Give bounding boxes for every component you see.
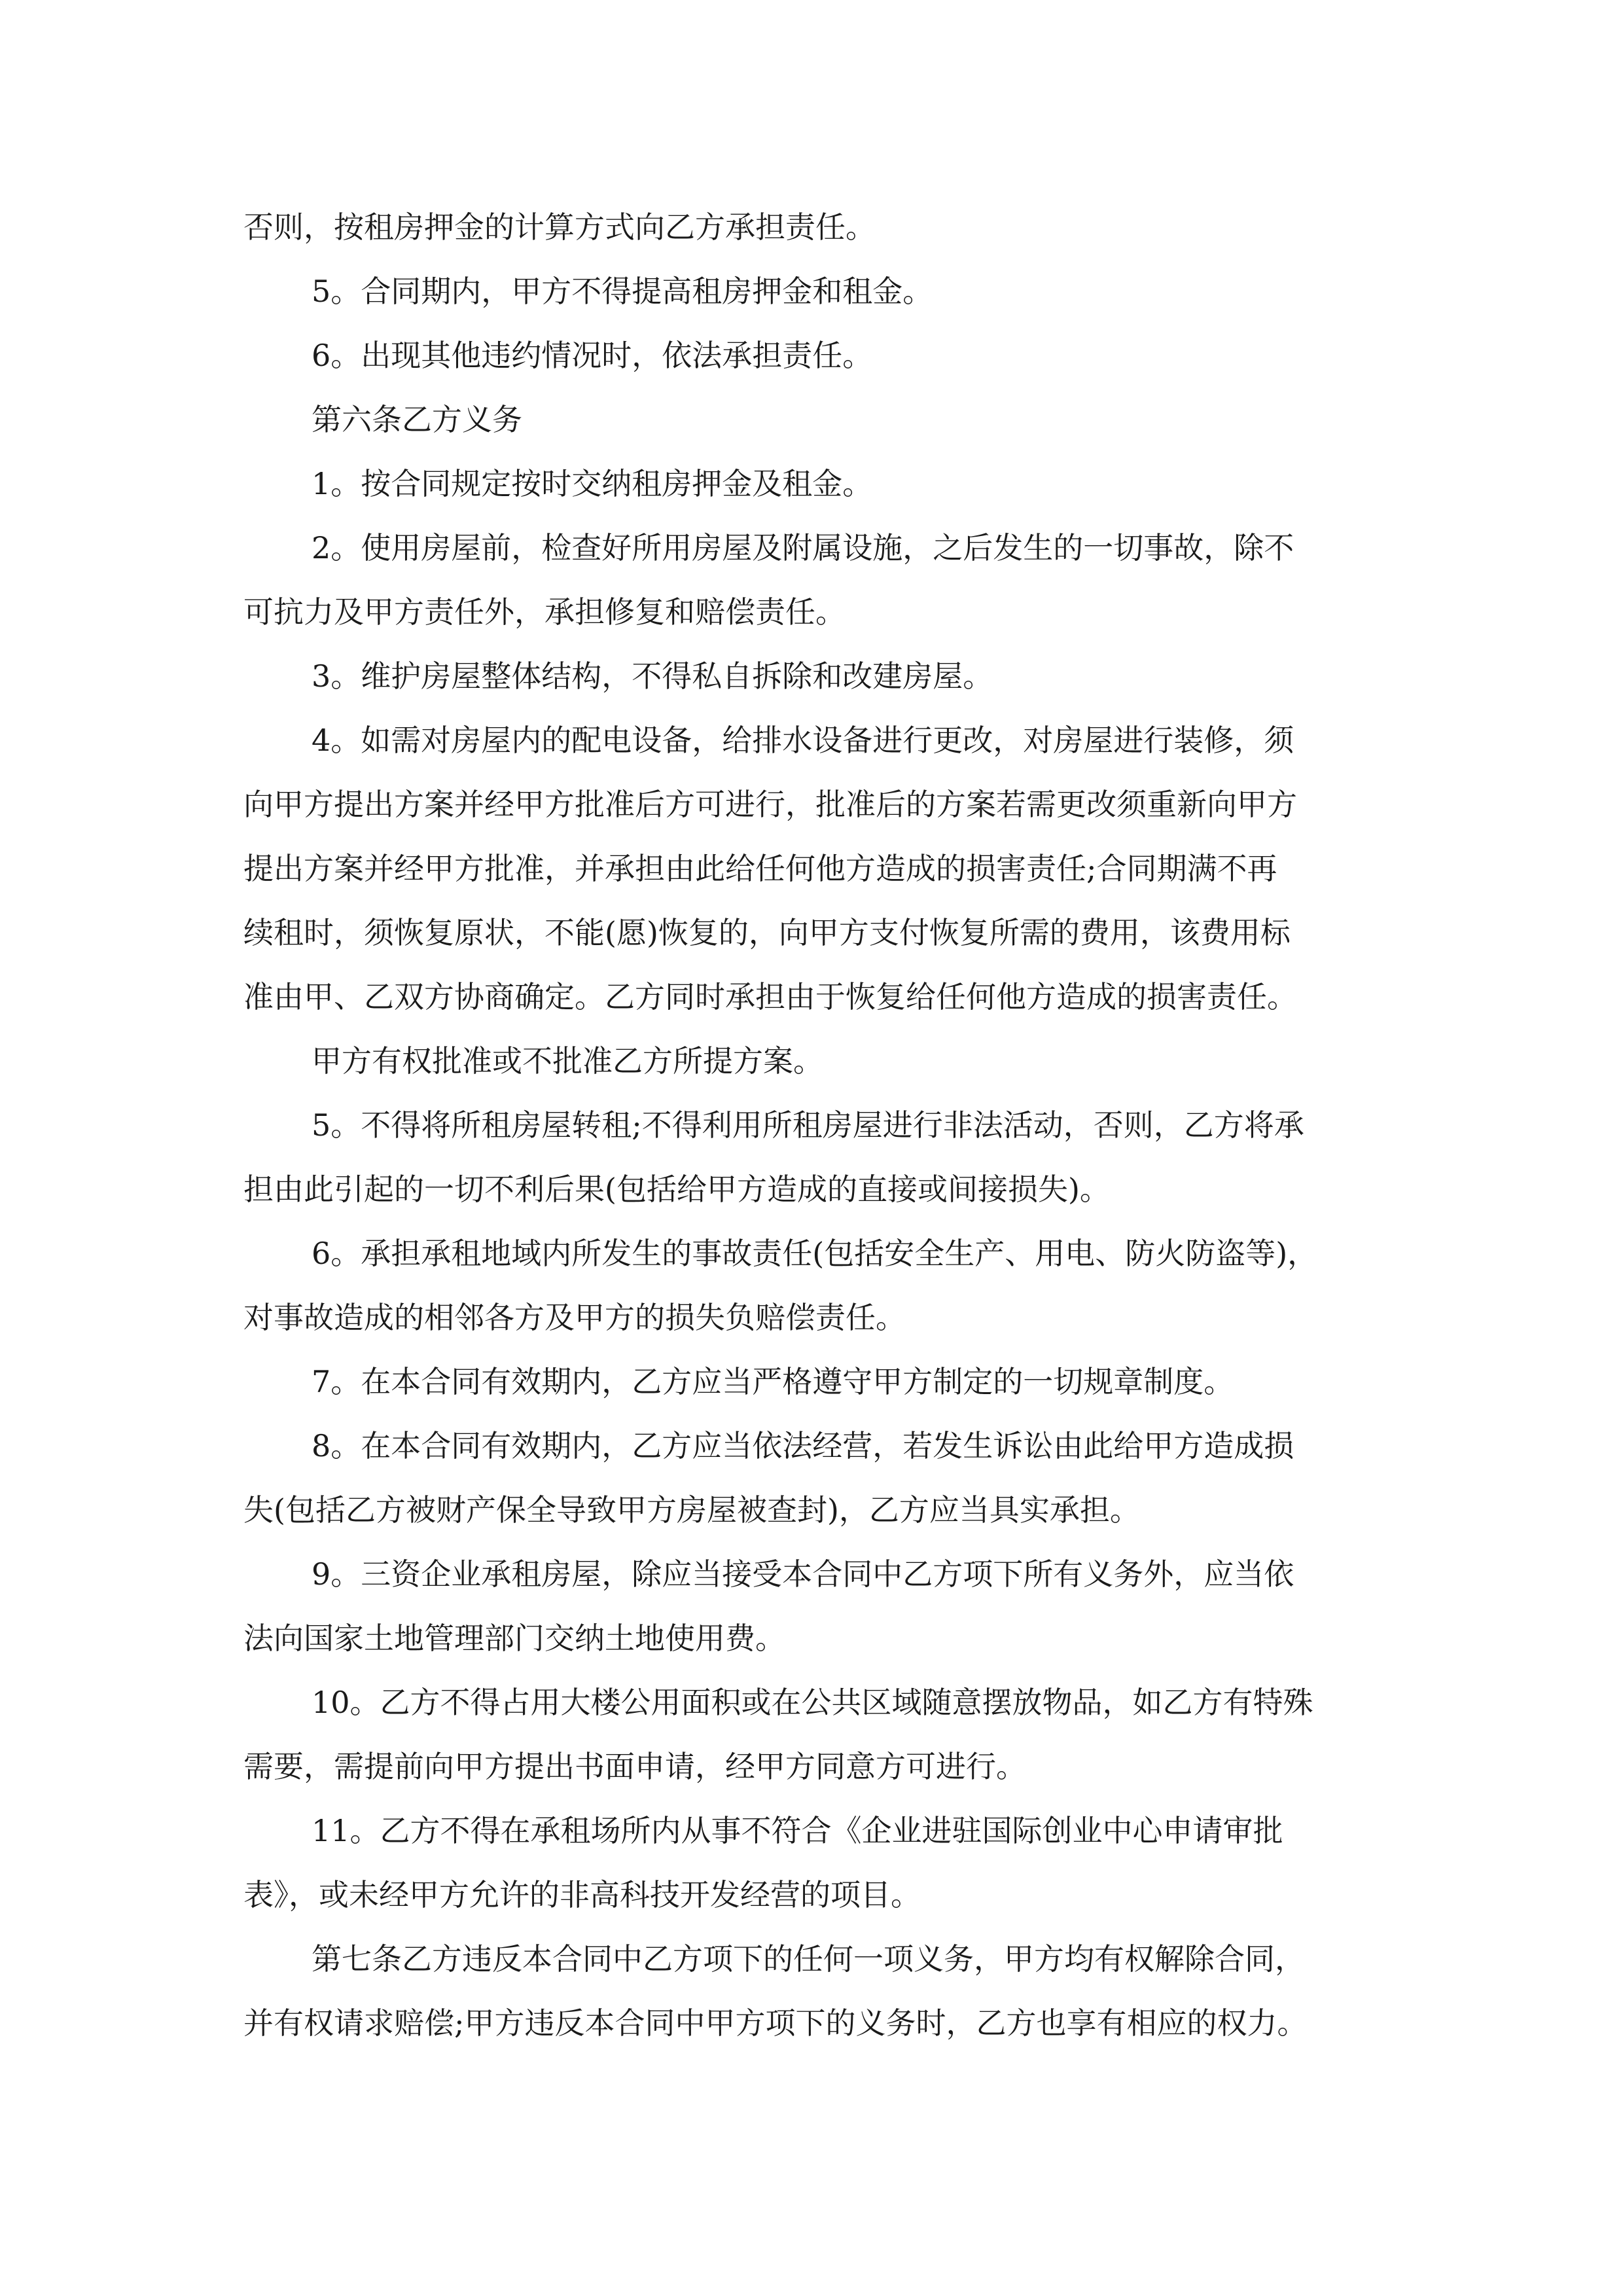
text-line: 并有权请求赔偿;甲方违反本合同中甲方项下的义务时，乙方也享有相应的权力。 bbox=[243, 2005, 1308, 2041]
text-line: 可抗力及甲方责任外，承担修复和赔偿责任。 bbox=[243, 594, 846, 630]
text-line: 失(包括乙方被财产保全导致甲方房屋被查封)，乙方应当具实承担。 bbox=[243, 1492, 1140, 1528]
document-body bbox=[243, 195, 1402, 2055]
clause-line: 2。使用房屋前，检查好所用房屋及附属设施，之后发生的一切事故，除不 bbox=[312, 530, 1294, 565]
text-line: 否则，按租房押金的计算方式向乙方承担责任。 bbox=[243, 209, 876, 245]
clause-line: 甲方有权批准或不批准乙方所提方案。 bbox=[312, 1043, 823, 1079]
clause-line: 3。维护房屋整体结构，不得私自拆除和改建房屋。 bbox=[312, 658, 993, 694]
text-line: 表》，或未经甲方允许的非高科技开发经营的项目。 bbox=[243, 1877, 921, 1912]
clause-line: 7。在本合同有效期内，乙方应当严格遵守甲方制定的一切规章制度。 bbox=[312, 1364, 1234, 1399]
text-line: 准由甲、乙双方协商确定。乙方同时承担由于恢复给任何他方造成的损害责任。 bbox=[243, 979, 1297, 1014]
text-line: 向甲方提出方案并经甲方批准后方可进行，批准后的方案若需更改须重新向甲方 bbox=[243, 787, 1297, 822]
clause-line: 6。承担承租地域内所发生的事故责任(包括安全生产、用电、防火防盗等)， bbox=[312, 1236, 1318, 1271]
text-line: 需要，需提前向甲方提出书面申请，经甲方同意方可进行。 bbox=[243, 1749, 1026, 1784]
clause-line: 5。合同期内，甲方不得提高租房押金和租金。 bbox=[312, 274, 933, 309]
clause-line: 9。三资企业承租房屋，除应当接受本合同中乙方项下所有义务外，应当依 bbox=[312, 1556, 1294, 1592]
clause-line: 5。不得将所租房屋转租;不得利用所租房屋进行非法活动，否则，乙方将承 bbox=[312, 1107, 1304, 1143]
section-heading: 第七条乙方违反本合同中乙方项下的任何一项义务，甲方均有权解除合同， bbox=[312, 1941, 1305, 1977]
text-line: 提出方案并经甲方批准，并承担由此给任何他方造成的损害责任;合同期满不再 bbox=[243, 851, 1277, 886]
text-line: 法向国家土地管理部门交纳土地使用费。 bbox=[243, 1621, 785, 1656]
text-line: 续租时，须恢复原状，不能(愿)恢复的，向甲方支付恢复所需的费用，该费用标 bbox=[243, 915, 1291, 950]
clause-line: 11。乙方不得在承租场所内从事不符合《企业进驻国际创业中心申请审批 bbox=[312, 1813, 1283, 1848]
clause-line: 1。按合同规定按时交纳租房押金及租金。 bbox=[312, 466, 873, 501]
clause-line: 10。乙方不得占用大楼公用面积或在公共区域随意摆放物品，如乙方有特殊 bbox=[312, 1685, 1313, 1720]
section-heading: 第六条乙方义务 bbox=[312, 402, 522, 437]
text-line: 担由此引起的一切不利后果(包括给甲方造成的直接或间接损失)。 bbox=[243, 1172, 1110, 1207]
text-line: 对事故造成的相邻各方及甲方的损失负赔偿责任。 bbox=[243, 1300, 906, 1335]
clause-line: 4。如需对房屋内的配电设备，给排水设备进行更改，对房屋进行装修，须 bbox=[312, 723, 1294, 758]
clause-line: 8。在本合同有效期内，乙方应当依法经营，若发生诉讼由此给甲方造成损 bbox=[312, 1428, 1294, 1463]
clause-line: 6。出现其他违约情况时，依法承担责任。 bbox=[312, 338, 873, 373]
